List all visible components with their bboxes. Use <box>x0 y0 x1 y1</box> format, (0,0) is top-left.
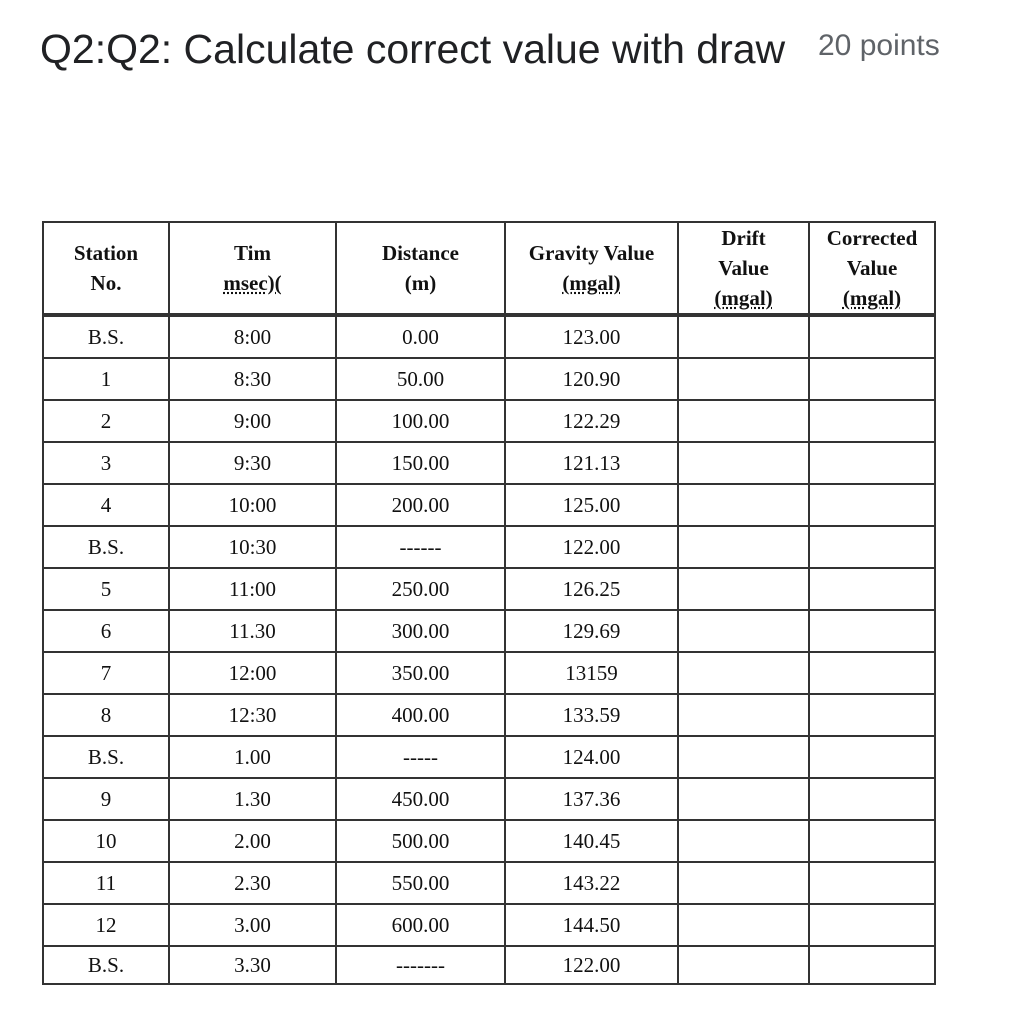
time-cell: 12:00 <box>169 652 336 694</box>
drift-cell <box>678 652 809 694</box>
gravity-cell: 144.50 <box>505 904 678 946</box>
header-distance-line2: (m) <box>404 271 437 295</box>
station-cell: B.S. <box>43 315 169 358</box>
gravity-cell: 122.00 <box>505 946 678 984</box>
table-row <box>43 652 935 694</box>
drift-cell <box>678 862 809 904</box>
table-row <box>43 736 935 778</box>
distance-cell: ----- <box>336 736 505 778</box>
drift-cell <box>678 694 809 736</box>
gravity-cell: 13159 <box>505 652 678 694</box>
time-cell: 3.30 <box>169 946 336 984</box>
table-row <box>43 820 935 862</box>
distance-cell: 600.00 <box>336 904 505 946</box>
distance-cell: ------ <box>336 526 505 568</box>
time-cell: 11.30 <box>169 610 336 652</box>
header-drift <box>678 222 809 315</box>
station-cell: 12 <box>43 904 169 946</box>
distance-cell: 250.00 <box>336 568 505 610</box>
gravity-cell: 125.00 <box>505 484 678 526</box>
time-cell: 1.00 <box>169 736 336 778</box>
gravity-cell: 143.22 <box>505 862 678 904</box>
corrected-cell <box>809 400 935 442</box>
header-distance <box>336 222 505 315</box>
time-cell: 2.00 <box>169 820 336 862</box>
station-cell: 10 <box>43 820 169 862</box>
question-points: 20 points <box>818 29 940 62</box>
drift-cell <box>678 904 809 946</box>
header-time-line1: Tim <box>234 241 271 265</box>
corrected-cell <box>809 946 935 984</box>
header-drift-line2: Value <box>718 256 769 280</box>
station-cell: 7 <box>43 652 169 694</box>
gravity-cell: 129.69 <box>505 610 678 652</box>
drift-cell <box>678 946 809 984</box>
time-cell: 9:00 <box>169 400 336 442</box>
header-corrected-line3: (mgal) <box>842 286 902 310</box>
drift-cell <box>678 315 809 358</box>
drift-cell <box>678 820 809 862</box>
header-gravity-line2: (mgal) <box>562 271 621 295</box>
corrected-cell <box>809 820 935 862</box>
distance-cell: 150.00 <box>336 442 505 484</box>
distance-cell: 300.00 <box>336 610 505 652</box>
corrected-cell <box>809 694 935 736</box>
gravity-cell: 126.25 <box>505 568 678 610</box>
station-cell: 9 <box>43 778 169 820</box>
corrected-cell <box>809 526 935 568</box>
time-cell: 10:00 <box>169 484 336 526</box>
distance-cell: 50.00 <box>336 358 505 400</box>
header-drift-line1: Drift <box>721 226 766 250</box>
drift-cell <box>678 568 809 610</box>
corrected-cell <box>809 442 935 484</box>
station-cell: B.S. <box>43 946 169 984</box>
table-header-row <box>43 222 935 315</box>
station-cell: 4 <box>43 484 169 526</box>
distance-cell: 0.00 <box>336 315 505 358</box>
gravity-cell: 123.00 <box>505 315 678 358</box>
gravity-cell: 140.45 <box>505 820 678 862</box>
table-row <box>43 484 935 526</box>
station-cell: 6 <box>43 610 169 652</box>
drift-cell <box>678 610 809 652</box>
table-row <box>43 946 935 984</box>
station-cell: 3 <box>43 442 169 484</box>
station-cell: B.S. <box>43 736 169 778</box>
station-cell: 8 <box>43 694 169 736</box>
header-drift-line3: (mgal) <box>714 286 773 310</box>
corrected-cell <box>809 568 935 610</box>
distance-cell: 200.00 <box>336 484 505 526</box>
time-cell: 8:00 <box>169 315 336 358</box>
table-row <box>43 862 935 904</box>
distance-cell: 100.00 <box>336 400 505 442</box>
header-distance-line1: Distance <box>382 241 459 265</box>
drift-cell <box>678 778 809 820</box>
corrected-cell <box>809 610 935 652</box>
table-row <box>43 904 935 946</box>
drift-cell <box>678 442 809 484</box>
distance-cell: ------- <box>336 946 505 984</box>
corrected-cell <box>809 862 935 904</box>
header-corrected-line1: Corrected <box>826 226 918 250</box>
corrected-cell <box>809 736 935 778</box>
table-row <box>43 315 935 358</box>
distance-cell: 550.00 <box>336 862 505 904</box>
header-gravity-line1: Gravity Value <box>528 241 655 265</box>
table-row <box>43 778 935 820</box>
corrected-cell <box>809 652 935 694</box>
station-cell: B.S. <box>43 526 169 568</box>
table-row <box>43 358 935 400</box>
time-cell: 10:30 <box>169 526 336 568</box>
gravity-cell: 120.90 <box>505 358 678 400</box>
time-cell: 12:30 <box>169 694 336 736</box>
distance-cell: 350.00 <box>336 652 505 694</box>
corrected-cell <box>809 904 935 946</box>
header-corrected <box>809 222 935 315</box>
corrected-cell <box>809 358 935 400</box>
table-row <box>43 400 935 442</box>
drift-cell <box>678 736 809 778</box>
header-corrected-line2: Value <box>846 256 898 280</box>
gravity-cell: 133.59 <box>505 694 678 736</box>
gravity-cell: 122.29 <box>505 400 678 442</box>
station-cell: 1 <box>43 358 169 400</box>
station-cell: 11 <box>43 862 169 904</box>
table-row <box>43 610 935 652</box>
table-row <box>43 694 935 736</box>
time-cell: 11:00 <box>169 568 336 610</box>
header-time-line2: msec)( <box>223 271 282 295</box>
header-station <box>43 222 169 315</box>
station-cell: 5 <box>43 568 169 610</box>
distance-cell: 500.00 <box>336 820 505 862</box>
gravity-cell: 137.36 <box>505 778 678 820</box>
header-station-line1: Station <box>73 241 139 265</box>
table-body <box>43 315 935 984</box>
time-cell: 9:30 <box>169 442 336 484</box>
distance-cell: 450.00 <box>336 778 505 820</box>
gravity-cell: 124.00 <box>505 736 678 778</box>
time-cell: 3.00 <box>169 904 336 946</box>
time-cell: 2.30 <box>169 862 336 904</box>
gravity-data-table <box>42 221 936 985</box>
distance-cell: 400.00 <box>336 694 505 736</box>
drift-cell <box>678 484 809 526</box>
drift-cell <box>678 400 809 442</box>
corrected-cell <box>809 778 935 820</box>
table-row <box>43 442 935 484</box>
drift-cell <box>678 358 809 400</box>
table-row <box>43 526 935 568</box>
header-time <box>169 222 336 315</box>
gravity-cell: 122.00 <box>505 526 678 568</box>
gravity-cell: 121.13 <box>505 442 678 484</box>
question-title: Q2:Q2: Calculate correct value with draw <box>40 26 786 72</box>
drift-cell <box>678 526 809 568</box>
time-cell: 8:30 <box>169 358 336 400</box>
header-gravity <box>505 222 678 315</box>
time-cell: 1.30 <box>169 778 336 820</box>
corrected-cell <box>809 315 935 358</box>
corrected-cell <box>809 484 935 526</box>
table-row <box>43 568 935 610</box>
header-station-line2: No. <box>90 271 122 295</box>
station-cell: 2 <box>43 400 169 442</box>
